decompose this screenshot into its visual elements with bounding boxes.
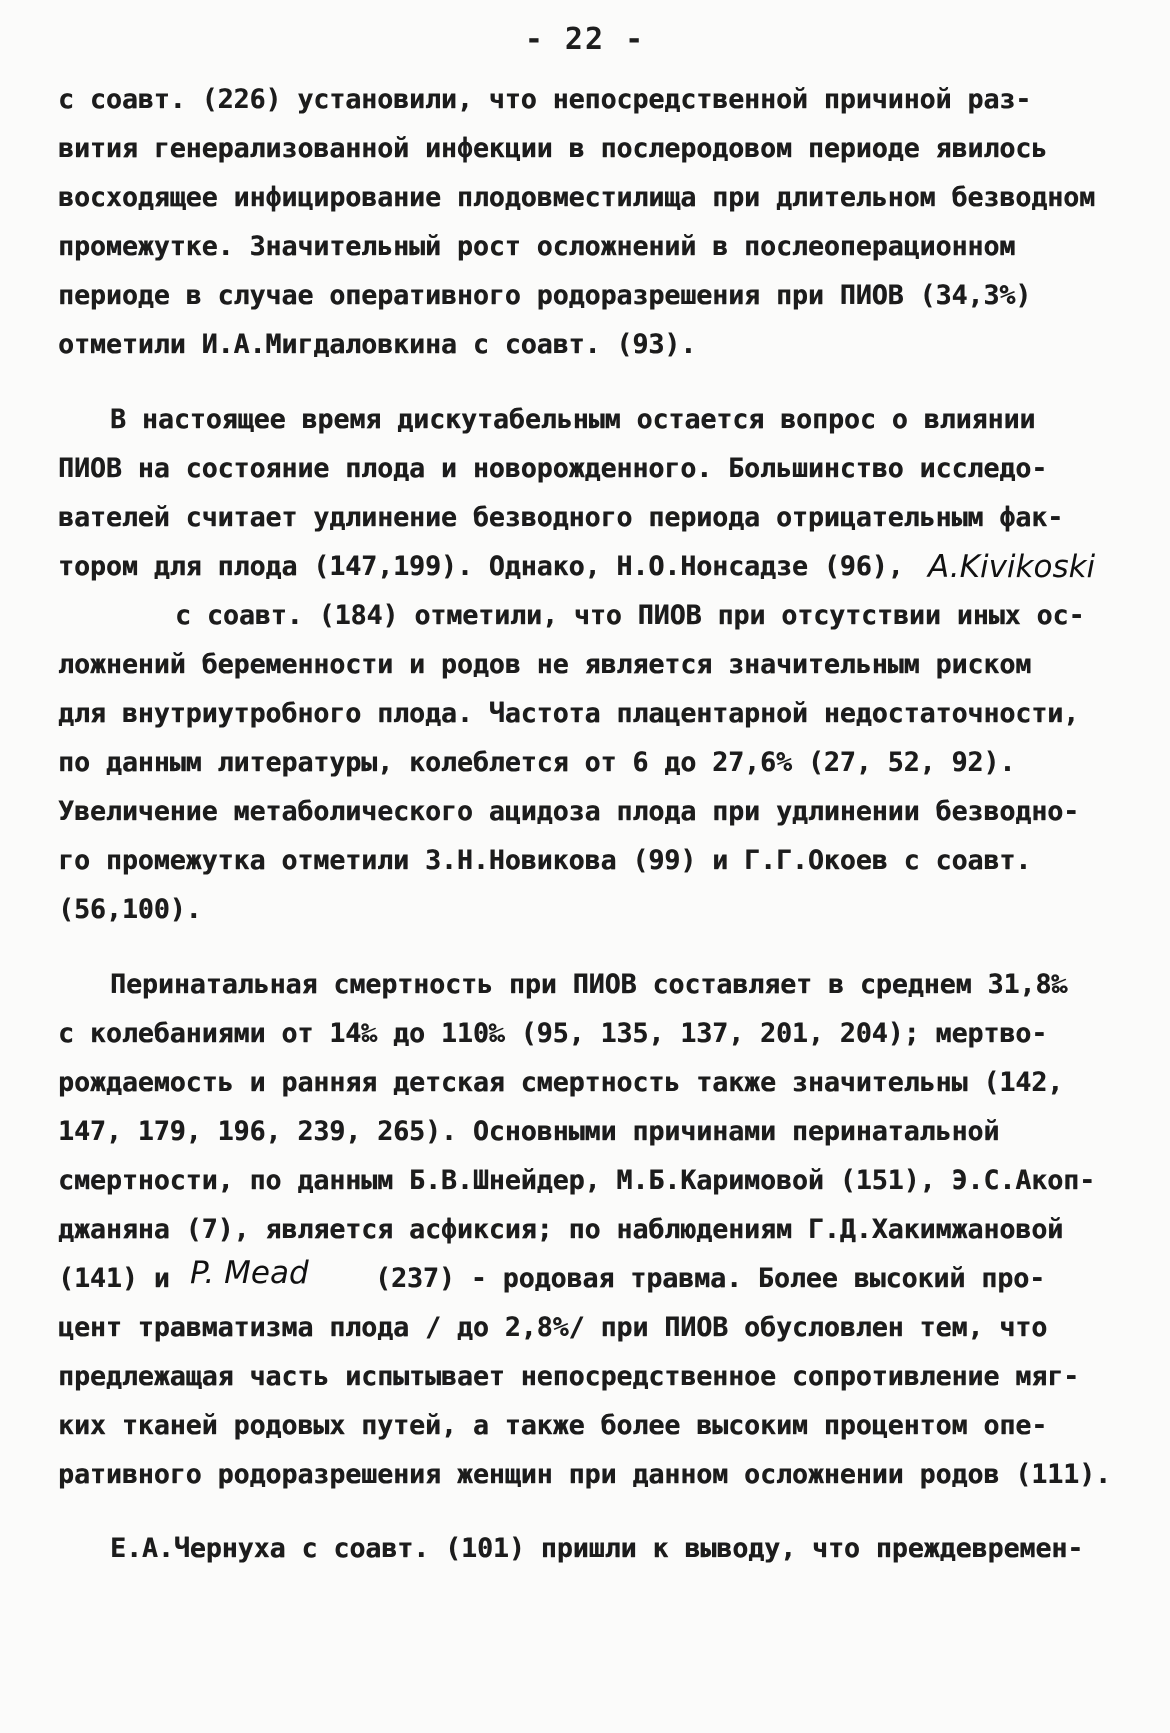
text-line: вателей считает удлинение безводного периода отрицательным фак-	[58, 502, 1064, 533]
text-line: вития генерализованной инфекции в послеродовом периоде явилось	[58, 133, 1048, 164]
text-line: восходящее инфицирование плодовместилища при длительном безводном	[58, 182, 1096, 213]
handwritten-author-name: A.Kivikoski	[928, 549, 1096, 585]
text-line: го промежутка отметили З.Н.Новикова (99) и Г.Г.Окоев с соавт.	[58, 845, 1032, 876]
text-line: (237) - родовая травма. Более высокий про-	[375, 1263, 1046, 1294]
text-line: смертности, по данным Б.В.Шнейдер, М.Б.Каримовой (151), Э.С.Акоп-	[58, 1165, 1096, 1196]
handwritten-author-name: P. Mead	[190, 1255, 309, 1291]
text-line: с соавт. (226) установили, что непосредственной причиной раз-	[58, 84, 1032, 115]
text-line: ких тканей родовых путей, а также более высоким процентом опе-	[58, 1410, 1048, 1441]
text-line: с соавт. (184) отметили, что ПИОВ при отсутствии иных ос-	[175, 600, 1085, 631]
text-line: (56,100).	[58, 894, 202, 925]
text-line: ПИОВ на состояние плода и новорожденного. Большинство исследо-	[58, 453, 1048, 484]
text-line: 147, 179, 196, 239, 265). Основными причинами перинатальной	[58, 1116, 1000, 1147]
text-line: периоде в случае оперативного родоразрешения при ПИОВ (34,3%)	[58, 280, 1032, 311]
text-line: цент травматизма плода / до 2,8%/ при ПИОВ обусловлен тем, что	[58, 1312, 1048, 1343]
text-line: с колебаниями от 14‰ до 110‰ (95, 135, 137, 201, 204); мертво-	[58, 1018, 1048, 1049]
text-line: джаняна (7), является асфиксия; по наблюдениям Г.Д.Хакимжановой	[58, 1214, 1064, 1245]
text-line: Увеличение метаболического ацидоза плода при удлинении безводно-	[58, 796, 1080, 827]
text-line: рождаемость и ранняя детская смертность также значительны (142,	[58, 1067, 1064, 1098]
text-line: ративного родоразрешения женщин при данном осложнении родов (111).	[58, 1459, 1111, 1490]
text-line: тором для плода (147,199). Однако, Н.О.Нонсадзе (96),	[58, 551, 904, 582]
text-line: Перинатальная смертность при ПИОВ составляет в среднем 31,8‰	[110, 969, 1068, 1000]
text-line: В настоящее время дискутабельным остается вопрос о влиянии	[110, 404, 1036, 435]
text-line: Е.А.Чернуха с соавт. (101) пришли к выводу, что преждевремен-	[110, 1533, 1084, 1564]
text-line: (141) и	[58, 1263, 170, 1294]
text-line: ложнений беременности и родов не является значительным риском	[58, 649, 1032, 680]
text-line: предлежащая часть испытывает непосредственное сопротивление мяг-	[58, 1361, 1080, 1392]
text-line: промежутке. Значительный рост осложнений в послеоперационном	[58, 231, 1016, 262]
text-line: по данным литературы, колеблется от 6 до 27,6% (27, 52, 92).	[58, 747, 1016, 778]
text-line: для внутриутробного плода. Частота плацентарной недостаточности,	[58, 698, 1080, 729]
page-number: - 22 -	[524, 22, 646, 57]
text-line: отметили И.А.Мигдаловкина с соавт. (93).	[58, 329, 697, 360]
